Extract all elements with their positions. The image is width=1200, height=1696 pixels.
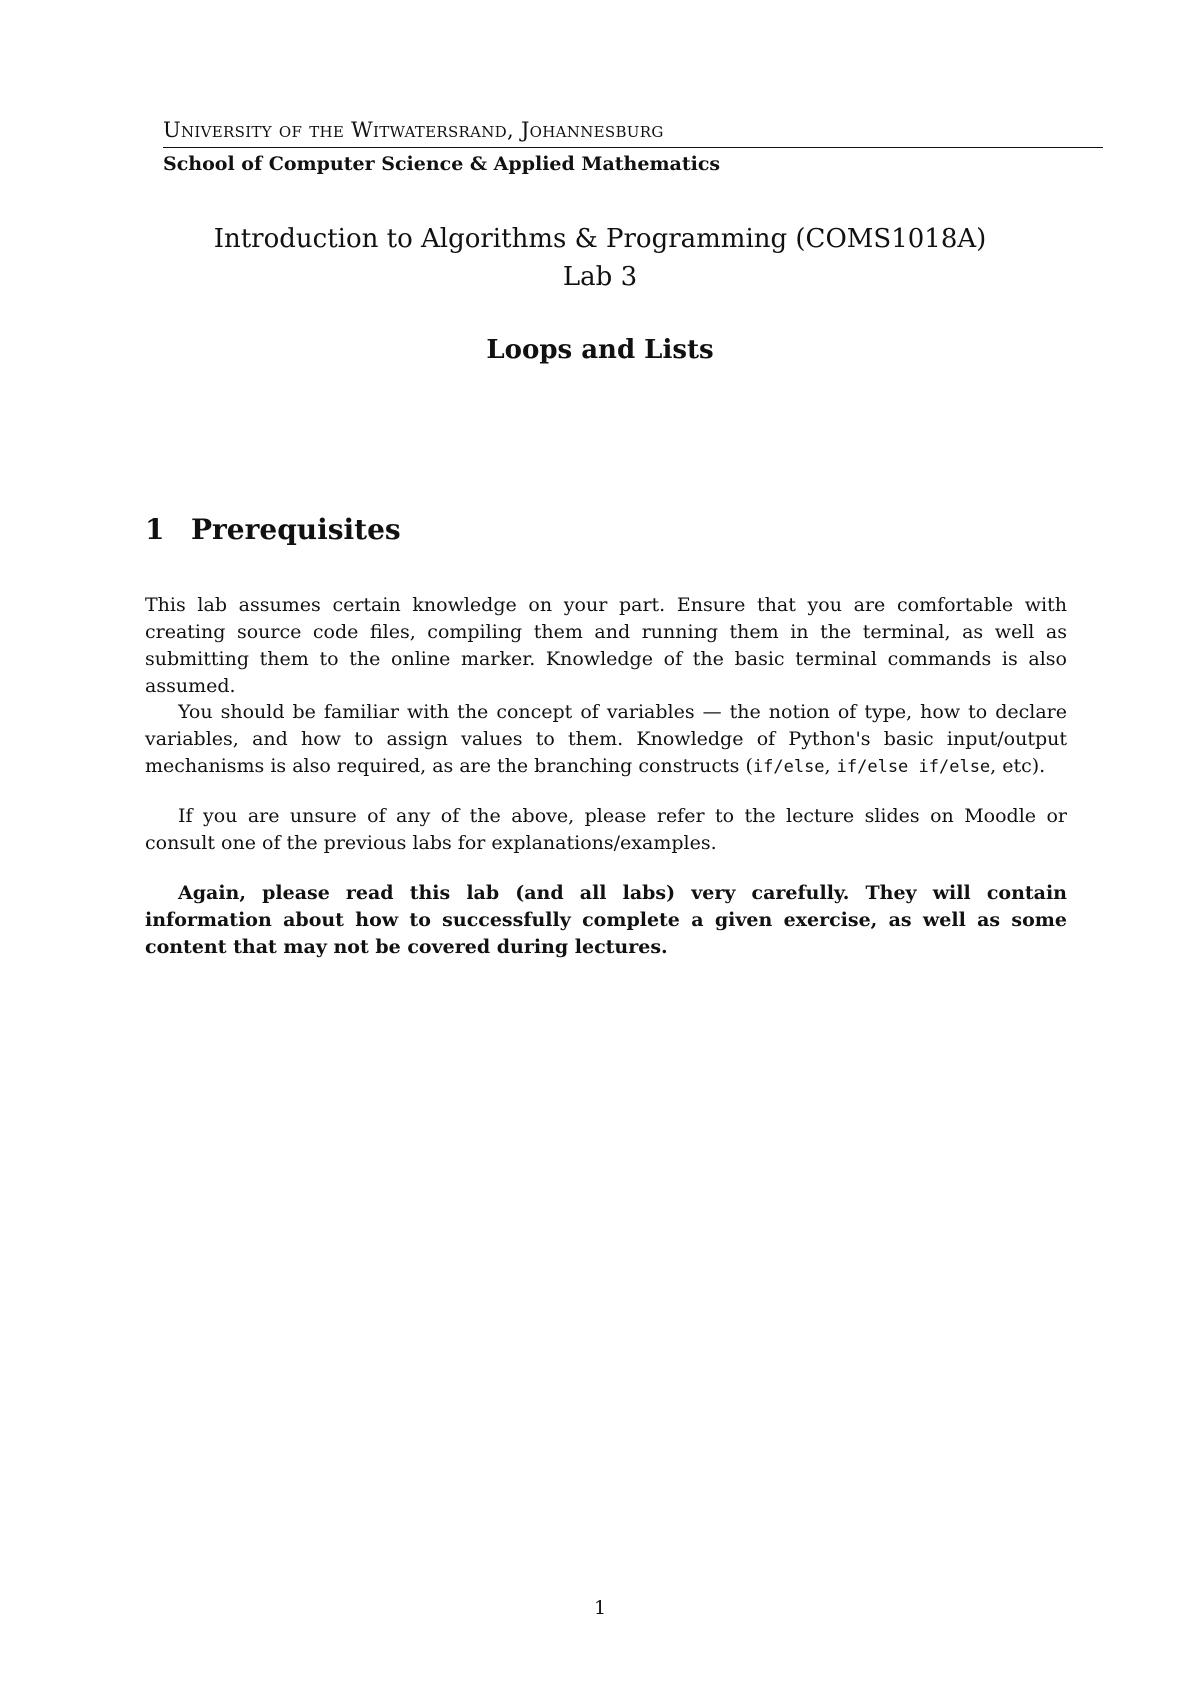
paragraph-warning-text: Again, please read this lab (and all labs) very carefully. They will contain information about how to successfully complete a given exercise, as well as some content that may not be covered during lectures. — [145, 882, 1067, 958]
paragraph-variables-separator: , — [824, 755, 837, 777]
paragraph-unsure-text: If you are unsure of any of the above, please refer to the lecture slides on Moodle or consult one of the previous labs for explanations/examples. — [145, 805, 1067, 854]
paragraph-unsure — [145, 803, 1067, 857]
section-heading — [145, 513, 401, 546]
code-if-else: if/else — [752, 757, 825, 777]
paragraph-variables — [145, 699, 1067, 781]
lab-number: Lab 3 — [562, 262, 638, 292]
paragraph-variables-end: , etc). — [990, 755, 1046, 777]
paragraph-warning — [145, 880, 1067, 961]
header-divider — [163, 147, 1103, 148]
school-name: School of Computer Science & Applied Mathematics — [163, 153, 721, 175]
paragraph-prerequisites-intro: This lab assumes certain knowledge on your part. Ensure that you are comfortable with creating source code files, compiling them and running them in the terminal, as well as submitting them to the online marker. Knowledge of the basic terminal commands is also assumed. — [145, 594, 1067, 697]
paragraph-variables-text: You should be familiar with the concept of variables — the notion of type, how to declare variables, and how to assign values to them. Knowledge of Python's basic input/output mechanisms is also required, as are the branching constructs ( — [145, 701, 1067, 777]
lab-topic: Loops and Lists — [486, 335, 714, 365]
page-number: 1 — [593, 1597, 607, 1619]
course-title: Introduction to Algorithms & Programming (COMS1018A) — [213, 224, 987, 254]
university-name: University of the Witwatersrand, Johannesburg — [163, 118, 664, 142]
section-title: Prerequisites — [191, 513, 401, 546]
section-number: 1 — [145, 513, 165, 546]
code-if-else-if-else: if/else if/else — [836, 757, 991, 777]
